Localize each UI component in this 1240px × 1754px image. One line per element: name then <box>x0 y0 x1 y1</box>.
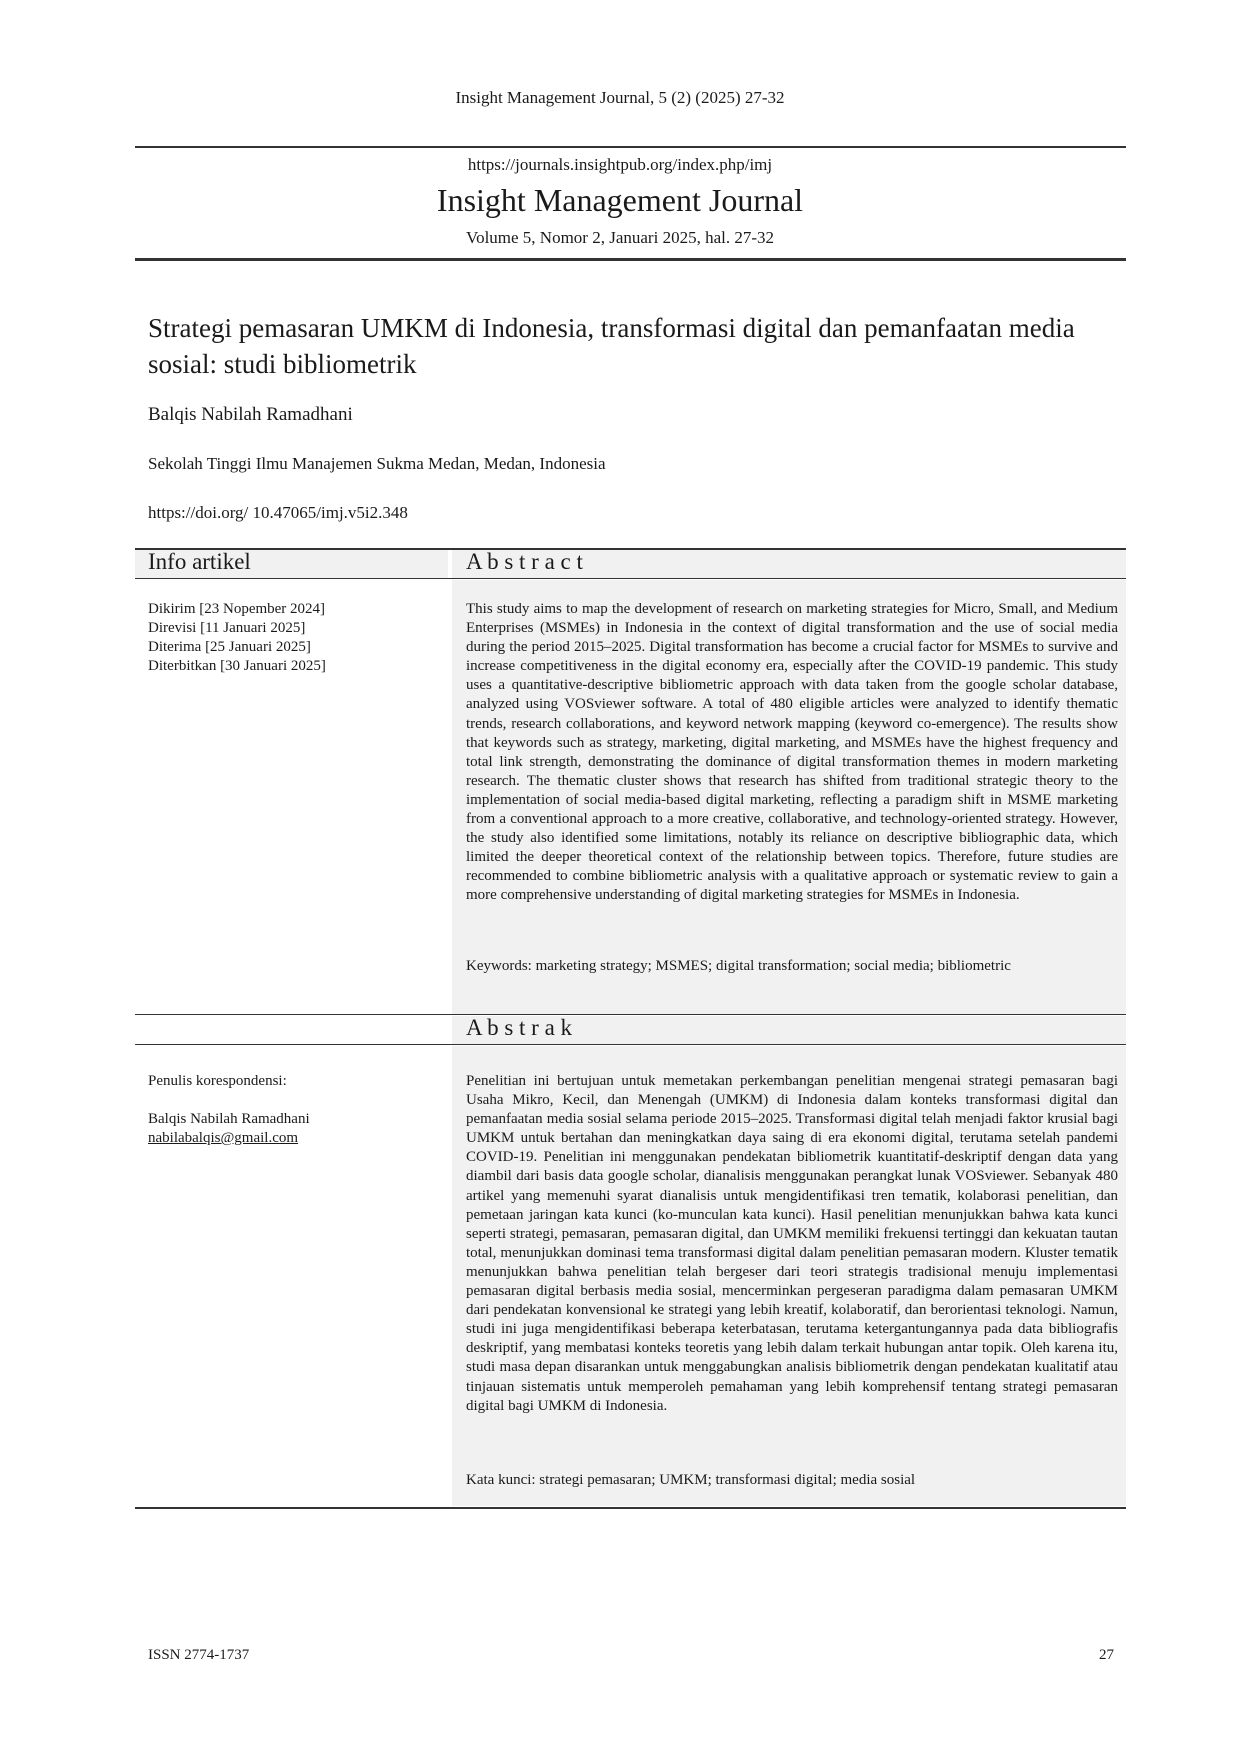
corresponding-email[interactable]: nabilabalqis@gmail.com <box>148 1130 299 1146</box>
article-dates <box>148 600 326 676</box>
abstrak-bottom-rule <box>135 1507 1126 1509</box>
issn: ISSN 2774-1737 <box>148 1647 250 1663</box>
section-header-rule <box>135 578 1126 579</box>
abstract-heading: A b s t r a c t <box>466 549 583 574</box>
page-number: 27 <box>1099 1647 1114 1663</box>
date-accepted: Diterima [25 Januari 2025] <box>148 639 311 655</box>
running-head: Insight Management Journal, 5 (2) (2025) 27-32 <box>455 88 785 107</box>
abstrak-header-rule <box>135 1044 1126 1045</box>
info-heading: Info artikel <box>148 549 251 574</box>
abstrak-heading: A b s t r a k <box>466 1015 573 1040</box>
masthead-bottom-rule <box>135 258 1126 261</box>
author-affiliation: Sekolah Tinggi Ilmu Manajemen Sukma Medan, Medan, Indonesia <box>148 454 606 473</box>
keywords: Keywords: marketing strategy; MSMES; digital transformation; social media; bibliometric <box>466 958 1011 974</box>
doi-link[interactable]: https://doi.org/ 10.47065/imj.v5i2.348 <box>148 503 408 522</box>
kata-kunci: Kata kunci: strategi pemasaran; UMKM; transformasi digital; media sosial <box>466 1472 916 1488</box>
date-submitted: Dikirim [23 Nopember 2024] <box>148 601 326 617</box>
date-published: Diterbitkan [30 Januari 2025] <box>148 658 326 674</box>
corresponding-author <box>148 1072 310 1148</box>
article-title: Strategi pemasaran UMKM di Indonesia, transformasi digital dan pemanfaatan media sosial: studi bibliometrik <box>148 313 1075 379</box>
abstract-text: This study aims to map the development of research on marketing strategies for Micro, Small, and Medium Enterprises (MSMEs) in Indonesia in the context of digital transformation and the use of social media during the period 2015–2025. Digital transformation has become a crucial factor for MSMEs to survive and increase competitiveness in the digital economy era, especially after the COVID-19 pandemic. This study uses a quantitative-descriptive bibliometric approach with data taken from the google scholar database, analyzed using VOSviewer software. A total of 480 eligible articles were analyzed to identify thematic trends, research collaborations, and keyword network mapping (keyword co-emergence). The results show that keywords such as strategy, marketing, digital marketing, and MSMEs have the highest frequency and total link strength, demonstrating the dominance of digital transformation themes in modern marketing research. The thematic cluster shows that research has shifted from traditional strategic theory to the implementation of social media-based digital marketing, reflecting a paradigm shift in MSME marketing from a conventional approach to a more creative, collaborative, and technology-oriented strategy. However, the study also identified some limitations, notably its reliance on descriptive bibliographic data, which limited the deeper theoretical context of the relationship between topics. Therefore, future studies are recommended to combine bibliometric analysis with a qualitative approach or systematic review to gain a more comprehensive understanding of digital marketing strategies for MSMEs in Indonesia. <box>466 601 1118 904</box>
corresponding-name: Balqis Nabilah Ramadhani <box>148 1111 310 1127</box>
corresponding-label: Penulis korespondensi: <box>148 1073 287 1089</box>
masthead-top-rule <box>135 146 1126 148</box>
volume-info: Volume 5, Nomor 2, Januari 2025, hal. 27-32 <box>465 228 774 247</box>
author-name: Balqis Nabilah Ramadhani <box>148 404 353 425</box>
abstrak-text: Penelitian ini bertujuan untuk memetakan perkembangan penelitian mengenai strategi pemasaran bagi Usaha Mikro, Kecil, dan Menengah (UMKM) di Indonesia dalam konteks transformasi digital dan pemanfaatan media sosial selama periode 2015–2025. Transformasi digital telah menjadi faktor krusial bagi UMKM untuk bertahan dan meningkatkan daya saing di era ekonomi digital, terutama setelah pandemi COVID-19. Penelitian ini menggunakan pendekatan bibliometrik kuantitatif-deskriptif dengan data yang diambil dari basis data google scholar, dianalisis menggunakan perangkat lunak VOSviewer. Sebanyak 480 artikel yang memenuhi syarat dianalisis untuk mengidentifikasi tren tematik, kolaborasi penelitian, dan pemetaan jaringan kata kunci (ko-munculan kata kunci). Hasil penelitian menunjukkan bahwa kata kunci seperti strategi, pemasaran, pemasaran digital, dan UMKM memiliki frekuensi tertinggi dan kekuatan tautan total, menunjukkan dominasi tema transformasi digital dalam penelitian pemasaran modern. Kluster tematik menunjukkan bahwa penelitian telah bergeser dari teori strategis tradisional menuju implementasi pemasaran digital berbasis media sosial, mencerminkan pergeseran paradigma dalam pemasaran UMKM dari pendekatan konvensional ke strategi yang lebih kreatif, kolaboratif, dan berorientasi teknologi. Namun, studi ini juga mengidentifikasi beberapa keterbatasan, terutama ketergantungannya pada data bibliografis deskriptif, yang membatasi konteks teoretis yang lebih dalam terkait hubungan antar topik. Oleh karena itu, studi masa depan disarankan untuk menggabungkan analisis bibliometrik dengan pendekatan kualitatif atau tinjauan sistematis untuk memperoleh pemahaman yang lebih komprehensif tentang strategi pemasaran digital bagi UMKM di Indonesia. <box>466 1073 1118 1414</box>
journal-url[interactable]: https://journals.insightpub.org/index.php/imj <box>467 155 773 174</box>
abstrak-top-rule <box>135 1014 1126 1015</box>
date-revised: Direvisi [11 Januari 2025] <box>148 620 306 636</box>
journal-title: Insight Management Journal <box>436 182 804 218</box>
